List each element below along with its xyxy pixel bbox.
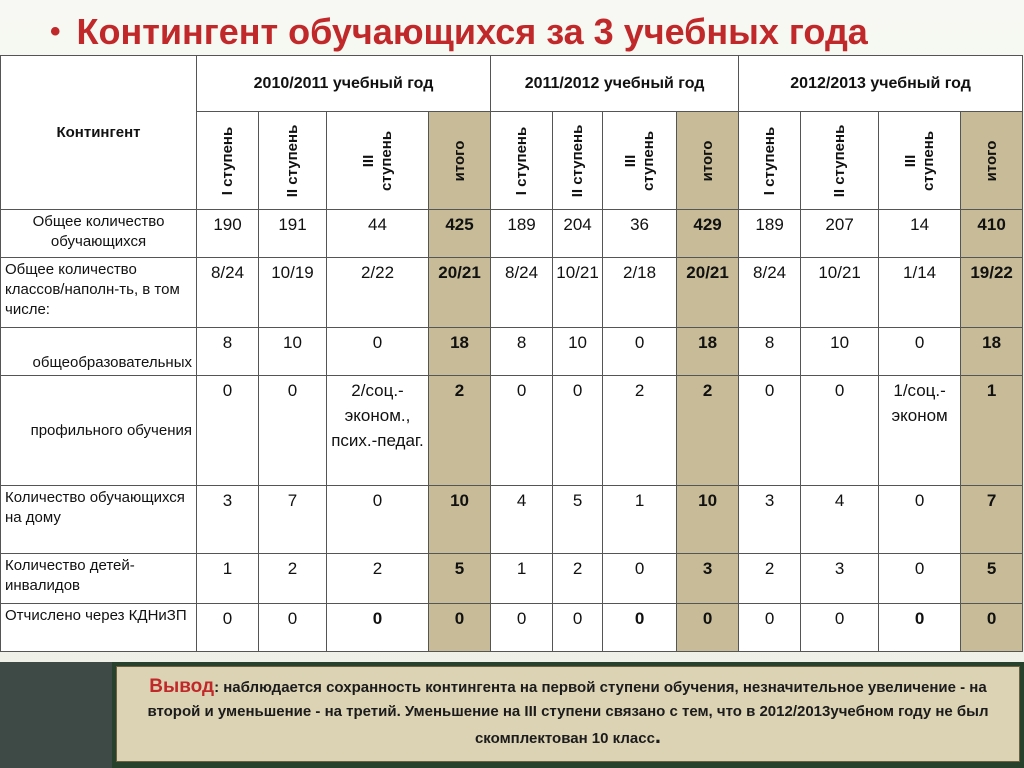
stage-header: [739, 112, 801, 210]
value-cell: 2: [603, 376, 677, 486]
table-row: [1, 210, 1023, 258]
value-cell: 10: [801, 328, 879, 376]
bullet-icon: •: [50, 15, 61, 48]
total-cell: 7: [961, 486, 1023, 554]
stage-header-label: итого: [450, 140, 468, 181]
table-row: [1, 486, 1023, 554]
total-cell: 18: [677, 328, 739, 376]
year-header-2010: 2010/2011 учебный год: [197, 56, 491, 112]
value-cell: 2: [327, 554, 429, 604]
total-cell: 3: [677, 554, 739, 604]
value-cell: 3: [739, 486, 801, 554]
stage-header-label: II ступень: [283, 124, 301, 197]
value-cell: 0: [603, 328, 677, 376]
value-cell: 1: [491, 554, 553, 604]
stage-header-label: итого: [982, 140, 1000, 181]
row-label: Количество детей-инвалидов: [1, 554, 197, 604]
row-label: Количество обучающихся на дому: [1, 486, 197, 554]
total-cell: 2: [677, 376, 739, 486]
value-cell: 7: [259, 486, 327, 554]
total-cell: 429: [677, 210, 739, 258]
stage-header: [677, 112, 739, 210]
total-cell: 0: [961, 604, 1023, 652]
total-cell: 20/21: [677, 258, 739, 328]
total-cell: 19/22: [961, 258, 1023, 328]
value-cell: 4: [801, 486, 879, 554]
row-label: общеобразовательных: [1, 328, 197, 376]
stage-header-label: I ступень: [218, 126, 236, 195]
value-cell: 0: [491, 604, 553, 652]
row-label: Отчислено через КДНиЗП: [1, 604, 197, 652]
row-label: профильного обучения: [1, 376, 197, 486]
value-cell: 0: [739, 376, 801, 486]
value-cell: 0: [739, 604, 801, 652]
value-cell: 3: [197, 486, 259, 554]
value-cell: 1/соц.-эконом: [879, 376, 961, 486]
year-header-2011: 2011/2012 учебный год: [491, 56, 739, 112]
value-cell: 1/14: [879, 258, 961, 328]
total-cell: 5: [429, 554, 491, 604]
value-cell: 0: [801, 376, 879, 486]
value-cell: 8/24: [197, 258, 259, 328]
conclusion-end: .: [654, 723, 662, 748]
value-cell: 2: [259, 554, 327, 604]
total-cell: 18: [429, 328, 491, 376]
stage-header-label: II ступень: [568, 124, 586, 197]
stage-header: [429, 112, 491, 210]
value-cell: 36: [603, 210, 677, 258]
total-cell: 20/21: [429, 258, 491, 328]
value-cell: 2: [553, 554, 603, 604]
value-cell: 2: [739, 554, 801, 604]
value-cell: 0: [879, 486, 961, 554]
value-cell: 8/24: [739, 258, 801, 328]
value-cell: 0: [879, 328, 961, 376]
table-row: [1, 554, 1023, 604]
value-cell: 2/22: [327, 258, 429, 328]
contingent-header: Контингент: [1, 56, 197, 210]
stage-header: [961, 112, 1023, 210]
stage-header: [879, 112, 961, 210]
total-cell: 425: [429, 210, 491, 258]
total-cell: 18: [961, 328, 1023, 376]
stage-header: [259, 112, 327, 210]
decorative-panel-left: [0, 662, 112, 768]
stage-header: [801, 112, 879, 210]
value-cell: 0: [197, 604, 259, 652]
value-cell: 1: [197, 554, 259, 604]
value-cell: 8: [491, 328, 553, 376]
stage-header-label: III ступень: [901, 130, 937, 191]
stage-header: [327, 112, 429, 210]
stage-header-label: III ступень: [621, 130, 657, 191]
value-cell: 0: [327, 486, 429, 554]
row-label: Общее количество классов/наполн-ть, в том числе:: [1, 258, 197, 328]
value-cell: 0: [259, 376, 327, 486]
total-cell: 0: [429, 604, 491, 652]
page-title: [50, 6, 868, 58]
value-cell: 44: [327, 210, 429, 258]
value-cell: 0: [553, 604, 603, 652]
value-cell: 0: [327, 328, 429, 376]
contingent-table: [0, 55, 1023, 652]
total-cell: 5: [961, 554, 1023, 604]
value-cell: 0: [603, 554, 677, 604]
header-row-years: [1, 56, 1023, 112]
stage-header-label: итого: [698, 140, 716, 181]
value-cell: 5: [553, 486, 603, 554]
value-cell: 10: [259, 328, 327, 376]
value-cell: 204: [553, 210, 603, 258]
total-cell: 0: [677, 604, 739, 652]
table-row: [1, 328, 1023, 376]
table-row: [1, 604, 1023, 652]
value-cell: 1: [603, 486, 677, 554]
value-cell: 0: [879, 604, 961, 652]
value-cell: 14: [879, 210, 961, 258]
total-cell: 10: [429, 486, 491, 554]
stage-header-label: III ступень: [359, 130, 395, 191]
conclusion-box: [116, 666, 1020, 762]
stage-header: [553, 112, 603, 210]
value-cell: 0: [603, 604, 677, 652]
value-cell: 0: [327, 604, 429, 652]
stage-header-label: II ступень: [830, 124, 848, 197]
value-cell: 0: [801, 604, 879, 652]
value-cell: 207: [801, 210, 879, 258]
page-title-text: Контингент обучающихся за 3 учебных года: [76, 11, 868, 52]
value-cell: 4: [491, 486, 553, 554]
value-cell: 0: [259, 604, 327, 652]
row-label: Общее количество обучающихся: [1, 210, 197, 258]
stage-header-label: I ступень: [760, 126, 778, 195]
table-body: [1, 210, 1023, 652]
stage-header: [603, 112, 677, 210]
year-header-2012: 2012/2013 учебный год: [739, 56, 1023, 112]
value-cell: 0: [197, 376, 259, 486]
total-cell: 10: [677, 486, 739, 554]
conclusion-lead: Вывод: [149, 676, 215, 697]
value-cell: 10/21: [801, 258, 879, 328]
value-cell: 10/19: [259, 258, 327, 328]
total-cell: 1: [961, 376, 1023, 486]
value-cell: 0: [879, 554, 961, 604]
value-cell: 0: [491, 376, 553, 486]
stage-header-label: I ступень: [512, 126, 530, 195]
stage-header: [491, 112, 553, 210]
value-cell: 0: [553, 376, 603, 486]
value-cell: 189: [491, 210, 553, 258]
value-cell: 10/21: [553, 258, 603, 328]
table-row: [1, 376, 1023, 486]
value-cell: 2/соц.-эконом., псих.-педаг.: [327, 376, 429, 486]
total-cell: 410: [961, 210, 1023, 258]
stage-header: [197, 112, 259, 210]
value-cell: 189: [739, 210, 801, 258]
value-cell: 3: [801, 554, 879, 604]
table-row: [1, 258, 1023, 328]
conclusion-text: : наблюдается сохранность контингента на первой ступени обучения, незначительное увеличение - на второй и уменьшение - на третий. Уменьшение на III ступени связано с тем, что в 2012/2013учебном году не был скомплектован 10 класс: [147, 679, 989, 747]
total-cell: 2: [429, 376, 491, 486]
value-cell: 8: [197, 328, 259, 376]
value-cell: 10: [553, 328, 603, 376]
value-cell: 190: [197, 210, 259, 258]
value-cell: 8: [739, 328, 801, 376]
value-cell: 8/24: [491, 258, 553, 328]
value-cell: 191: [259, 210, 327, 258]
value-cell: 2/18: [603, 258, 677, 328]
